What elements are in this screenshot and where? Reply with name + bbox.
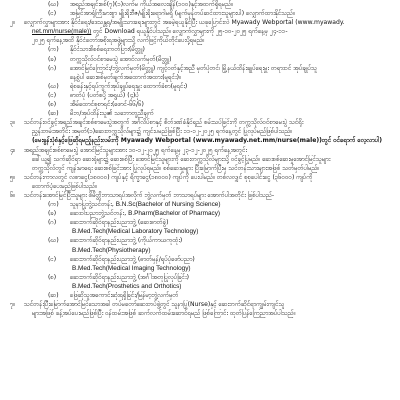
list-item: (စ) အိမ်ထောင်စုစာရင်း(ဖောင်-၆၆/၆) xyxy=(48,101,144,109)
paragraph-2-line: ၂၀၂၅ ရက်နေ့အထိ နိုင်ငံတော်အစိုးရအဖွဲ့များသို့ လက်ဖြင့်ကိုယ်တိုင်ပေးပို့ရမည်။ xyxy=(32,37,205,45)
list-item: (ဆ) မိဘ/အုပ်ထိန်းသူ၏ သဘောတူညီချက် xyxy=(48,110,154,118)
list-item: နေ့စွဲပါ ဆေးစစ်မှတ်ချက်အထောက်အထား(မူရင်း)။ xyxy=(70,73,181,81)
webportal-link[interactable]: net.mm/nurse(male)) xyxy=(32,28,92,36)
list-item: (ဂ) အောင်မြင်ကြောင်း/ဘွဲ့လက်မှတ်(မိတ္တူ) ကျင့်ဝတ်နှင့်အညီ မှတ်ပုံတင်၊ မြို့နယ်ထိန်းချုပ်ရေးမှူး တရားဝင် အုပ်ချုပ်သူ xyxy=(48,64,317,72)
degree-item: (စ) ဆေးဘက်ဆိုင်ရာနည်းပညာဘွဲ့ (အင်္ဂါအတုပြုလုပ်ခြင်း) xyxy=(48,273,189,281)
degree-item: (င) ဆေးဘက်ဆိုင်ရာနည်းပညာဘွဲ့ (ဓာတ်မှန်/ရုပ်ပုံဖော်ပညာ) xyxy=(48,255,195,263)
degree-item: (ဂ) ဆေးဘက်ဆိုင်ရာနည်းပညာဘွဲ့ (ဆေးဓာတ်ခွဲ) xyxy=(48,219,169,227)
degree-item: (က) သူနာပြုဘွဲ့သင်တန်း, B.N.Sc(Bachelor of Nursing Science) xyxy=(48,201,221,209)
paragraph-4: ၄။ အရည်အချင်းစစ်စာမေးပွဲ အောင်မြင်သူများအား ၁၀-၁၂-၂၀၂၅ ရက်နေ့မှ ၂၃-၁၂-၂၀၂၅ ရက်နေ့အတွင်း xyxy=(10,146,248,154)
degree-item-english: B.Med.Tech(Medical Imaging Technology) xyxy=(72,264,191,272)
paragraph-3-note: (မေးခွန်းပုံစံနှင့်ဖြေဆိုရမည့်နည်းလမ်းကို Myawady Webportal (www.myawady.net.mm/nurse(male))တွင် ဝင်ရောက် လေ့လာပါ) xyxy=(32,137,383,145)
list-item: (က) နိုင်ငံသားစိစစ်ရေးကတ်ပြား(မိတ္တူ) xyxy=(48,46,145,54)
degree-item-english: B.Med.Tech(Prosthetics and Orthotics) xyxy=(72,282,182,290)
paragraph-5: ၅။ သင်တန်းကာလတွင် လစာငွေ(၁၈၀၀၀) ကျပ်နှင့် ရိက္ခာငွေ(၁၈၀၀၀) ကျပ်ကို ပေးပါမည်။ တစ်လလျှင် စုစုပေါင်းငွေ (၃၆၀၀၀) ကျပ်ကို xyxy=(10,173,313,181)
paragraph-3: ၃။ သင်တန်းဝင်ခွင့်အရည်အချင်းစစ်စာမေးပွဲအတွက် အင်္ဂလိပ်စာနှင့် စိတ်ဒဏ်ခံနိုင်ရည် စမ်းသပ်ခြင်းကို တက္ကသိုလ်ဝင်စာမေးပွဲ သင်ရိုး xyxy=(10,119,304,127)
list-item: (င) အမြင်အာရုံကြီးမားစွာ မျိုးရိုးဗီဇ/မျိုးရိုးရောဂါမရှိ (မျက်မှန်တပ်ဆင်ထားသူများပါ) လျှောက်ထားနိုင်သည်။ xyxy=(48,10,295,18)
degree-item: (ခ) ဆေးဝါးပညာဘွဲ့သင်တန်း, B.Pharm(Bachelor of Pharmacy) xyxy=(48,210,221,218)
degree-item-english: B.Med.Tech(Physiotherapy) xyxy=(72,246,151,254)
paragraph-7: ၇။ သင်တန်းပြီးမြောက်အောင်မြင်သောအခါ တပ်မတော်ဆေးတပ်ဖွဲ့တွင် သူနာပြု(Nurse)နှင့် ဆေးဘက်ဆိုင်ရာကျွမ်းကျင်သူ xyxy=(10,301,285,309)
paragraph-2-line: net.mm/nurse(male)) တွင် Download ရယူနိုင်ပါသည်။ လျှောက်လွှာများကို ၂၅-၁၀-၂၀၂၅ ရက်နေ့မှ ၂၄-၁၁- xyxy=(32,28,288,36)
paragraph-5-line: ထောက်ပံ့ပေးမည်ဖြစ်ပါသည်။ xyxy=(32,182,97,190)
degree-item: (ဃ) ဆေးဘက်ဆိုင်ရာနည်းပညာဘွဲ့ (ကိုယ်ကာယကုထုံး) xyxy=(48,237,183,245)
degree-item-english: B.Med.Tech(Medical Laboratory Technology) xyxy=(72,228,199,236)
paragraph-7-line: များအဖြစ် ခန့်အပ်ပေးမည်ဖြစ်ပြီး ဝန်ထမ်းအဖြစ် ဆက်လက်ထမ်းဆောင်ရမည် ဖြစ်ကြောင်း ထုတ်ပြန်ကြေညာအပ်ပါသည်။ xyxy=(32,310,296,318)
paragraph-4-line: တက္ကသိုလ်တွင် ကျန်းမာရေး ဆေးစစ်ခြင်းအား ပြုလုပ်ရမည်။ စစ်ဆေးမှုများ ပြီးမြောက်ပြီးမှ သင်တန်းသားများအဖြစ် သတ်မှတ်ပါမည်။ xyxy=(32,164,320,172)
paragraph-3-line: ညွှန်းတမ်းအတိုင်း အမှတ်(၁)ဆေးတက္ကသိုလ်များ၌ ကျင်းပမည်ဖြစ်ပြီး ၁၁-၁၂-၂၀၂၅ ရက်နေ့တွင် ပြုလုပ်မည်ဖြစ်ပါသည်။ xyxy=(32,128,293,136)
paragraph-4-line: ခေါ်ယူ၍ သက်ဆိုင်ရာ ဆေးရုံများ၌ ဆေးစစ်ပြီး အောင်မြင်သူများကို ဆေးတက္ကသိုလ်များသို့ ဝင်ခွင့်ပြုမည်။ ဆေးစစ်ဆေးမှုအောင်မြင်သူများ xyxy=(32,155,331,163)
list-item: (င) ဓာတ်ပုံ (ပတ်စပို့ အရွယ်) (၄)ပုံ xyxy=(48,91,139,99)
paragraph-6: ၆။ သင်တန်းအောင်မြင်ပြီးသူများ ဖိမိတ္တိဘာသာရပ်အလိုက် ဘွဲ့လက်မှတ် ဘာသာရပ်များ အောက်ပါအတိုင်း ဖြစ်ပါသည်- xyxy=(10,191,275,199)
list-item: (ခ) တက္ကသိုလ်ဝင်စာမေးပွဲ အောင်လက်မှတ်(မိတ္တူ) xyxy=(48,55,172,63)
list-item: (ဃ) အရည်အချင်းစစ်(၇)(၁)လက်မ ကိုယ်အလေးချိန်(၁၀၀)နှင့်အထက်ရှိရမည်။ xyxy=(48,1,234,8)
degree-item: (ဆ) ဖြေဆိုသူအကောင်းဆုံးရရှိခြင်း/မြန်မာ့ဘွဲ့လက်မှတ် xyxy=(48,292,179,299)
paragraph-2: ၂။ လျှောက်လွှာများအား နိုင်ငံရေး/ဒေသန္တရ/အမျိုးသားရေးများတွင် အခမဲ့ရယူနိုင်ပြီး ယခုပြောင်းလဲ Myawady Webportal (www.myawady. xyxy=(10,19,345,27)
list-item: (ဃ) ရဲစခန်းနှင့်ရပ်ကွက်အုပ်ချုပ်ရေးမှူး ထောက်ခံစာ(မူရင်း) xyxy=(48,82,188,90)
